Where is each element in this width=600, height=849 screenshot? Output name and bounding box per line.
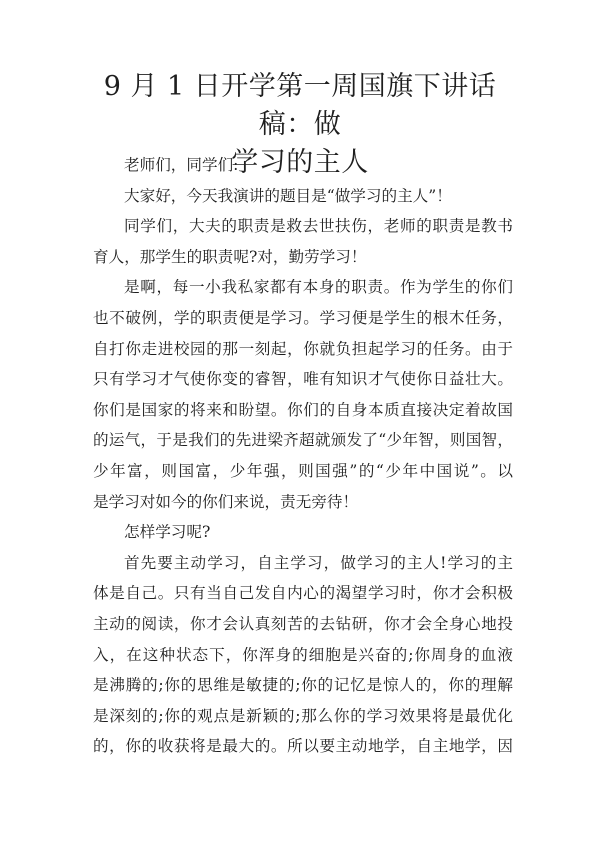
body-line: 是啊，每一小我私家都有本身的职责。作为学生的你们: [124, 278, 513, 297]
body-line: 的运气，于是我们的先进梁齐超就颁发了“少年智，则国智，: [93, 431, 513, 450]
body-line: 同学们，大夫的职责是救去世扶伤，老师的职责是教书: [124, 217, 513, 236]
document-body: [93, 150, 513, 762]
body-line: 自打你走进校园的那一刻起，你就负担起学习的任务。由于: [93, 339, 513, 358]
body-line: 只有学习才气使你变的睿智，唯有知识才气使你日益壮大。: [93, 370, 513, 389]
body-line: 是深刻的;你的观点是新颖的;那么你的学习效果将是最优化: [93, 706, 513, 725]
body-line: 老师们，同学们:: [124, 156, 239, 174]
body-line: 体是自己。只有当自己发自内心的渴望学习时，你才会积极: [93, 584, 513, 603]
body-line: 是沸腾的;你的思维是敏捷的;你的记忆是惊人的，你的理解: [93, 676, 513, 695]
body-line: 你们是国家的将来和盼望。你们的自身本质直接决定着故国: [93, 400, 513, 419]
body-line: 怎样学习呢?: [124, 523, 211, 542]
body-line: 也不破例，学的职责便是学习。学习便是学生的根木任务，: [93, 308, 513, 327]
body-line: 入，在这种状态下，你浑身的细胞是兴奋的;你周身的血液: [93, 645, 513, 664]
body-line: 是学习对如今的你们来说，责无旁待！: [93, 492, 359, 511]
title-line-2: 学习的主人: [231, 147, 369, 178]
body-line: 育人，那学生的职责呢?对，勤劳学习！: [93, 247, 367, 266]
body-line: 少年富，则国富，少年强，则国强”的“少年中国说”。以: [93, 461, 513, 480]
body-line: 首先要主动学习，自主学习，做学习的主人!学习的主: [124, 553, 513, 572]
title-line-1: 9 月 1 日开学第一周国旗下讲话稿：做: [103, 71, 497, 140]
body-line: 大家好，今天我演讲的题目是“做学习的主人”！: [124, 186, 452, 205]
body-line: 主动的阅读，你才会认真刻苦的去钻研，你才会全身心地投: [93, 614, 513, 633]
body-line: 的，你的收获将是最大的。所以要主动地学，自主地学，因: [93, 737, 513, 756]
